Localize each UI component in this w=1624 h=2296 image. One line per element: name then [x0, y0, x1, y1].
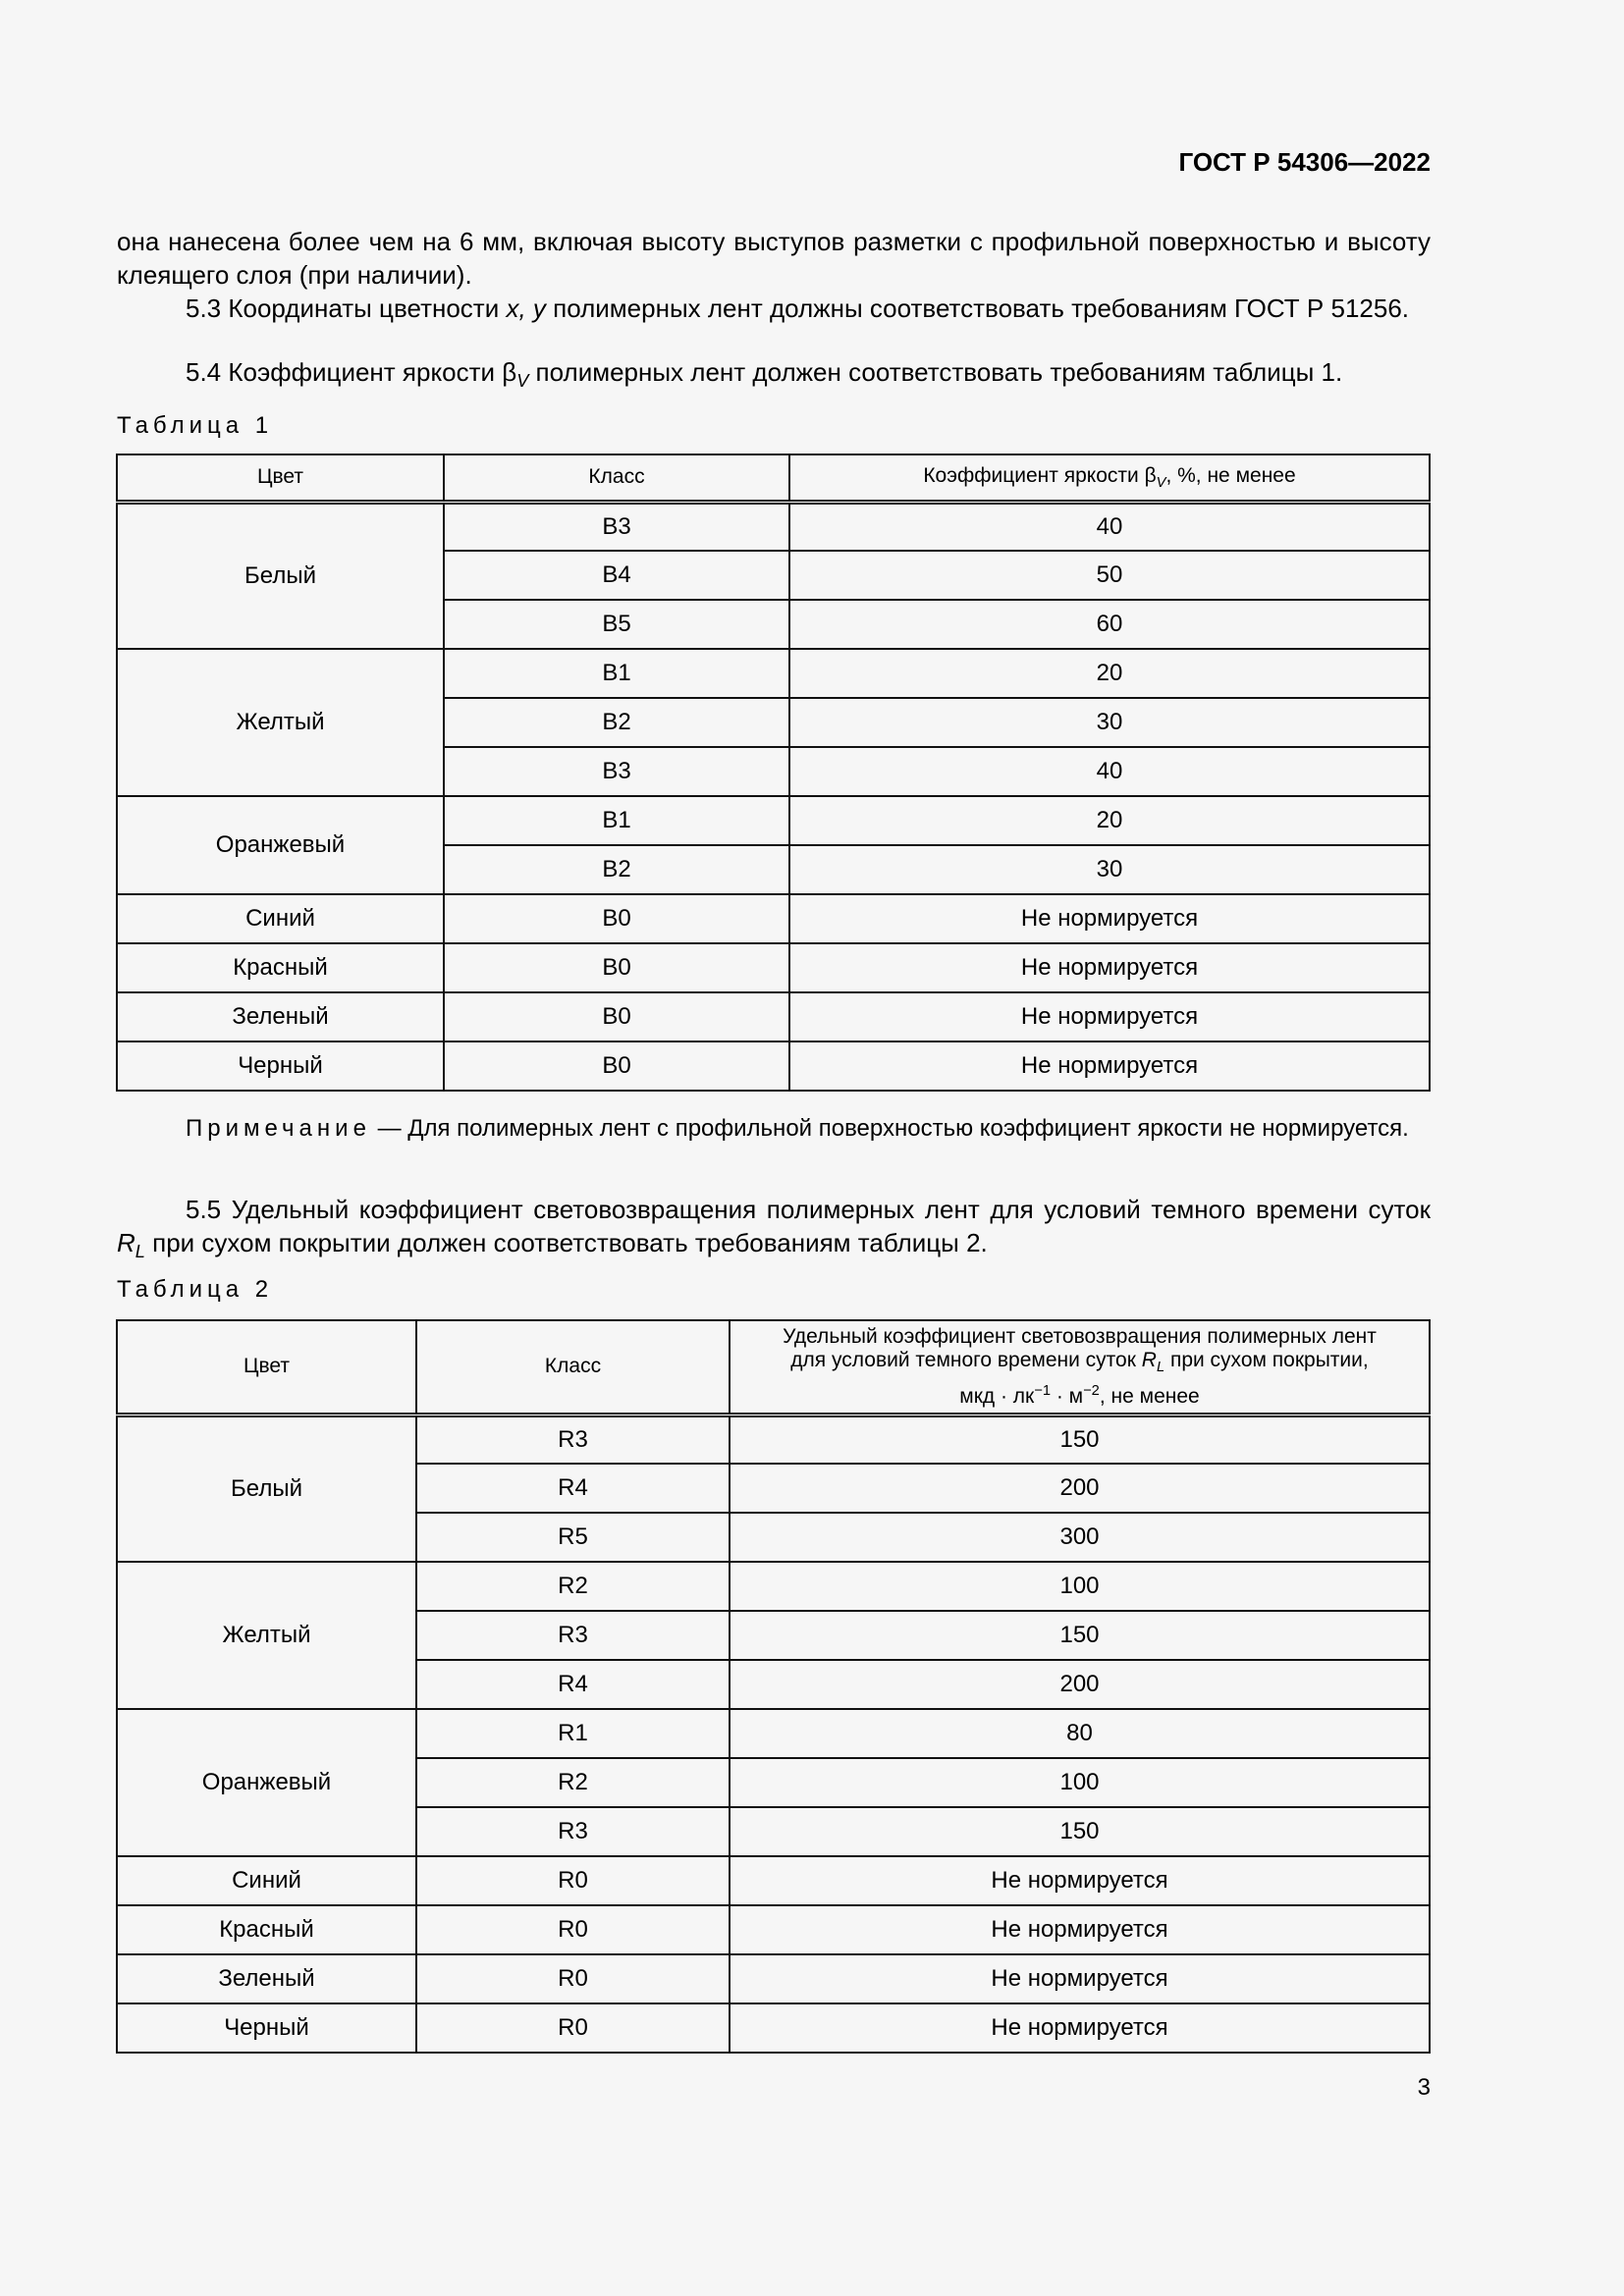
cell-class: R4	[416, 1464, 730, 1513]
cell-value: Не нормируется	[730, 1856, 1430, 1905]
table-row	[117, 943, 1430, 992]
cell-class: B0	[444, 992, 789, 1041]
paragraph-text: она нанесена более чем на 6 мм, включая высоту выступов разметки с профильной поверхностью и высоту клеящего слоя (при наличии).	[117, 227, 1431, 290]
cell-class: B4	[444, 551, 789, 600]
table-row	[117, 2003, 1430, 2053]
column-header-class: Класс	[416, 1320, 730, 1415]
cell-value: 80	[730, 1709, 1430, 1758]
cell-value: Не нормируется	[789, 894, 1430, 943]
table-2	[116, 1319, 1431, 2054]
column-header-value: Удельный коэффициент световозвращения полимерных лент для условий темного времени суток $R_L$ при сухом покрытии, мкд · $лк^{-1} \cdot м^{-2}$, не менее	[730, 1320, 1430, 1415]
table-row	[117, 649, 1430, 698]
table-row	[117, 1041, 1430, 1091]
variable-r: R	[117, 1228, 135, 1257]
cell-value: 30	[789, 698, 1430, 747]
cell-value: 20	[789, 796, 1430, 845]
table-row	[117, 1905, 1430, 1954]
cell-value: Не нормируется	[730, 1905, 1430, 1954]
cell-color: Синий	[117, 894, 444, 943]
cell-value: 100	[730, 1758, 1430, 1807]
table-row	[117, 1415, 1430, 1464]
cell-color: Красный	[117, 1905, 416, 1954]
cell-class: R1	[416, 1709, 730, 1758]
paragraph-continuation	[117, 225, 1431, 292]
cell-class: B1	[444, 649, 789, 698]
cell-class: B0	[444, 943, 789, 992]
cell-class: B5	[444, 600, 789, 649]
cell-value: 30	[789, 845, 1430, 894]
table-row	[117, 502, 1430, 551]
cell-class: B2	[444, 845, 789, 894]
cell-value: Не нормируется	[730, 2003, 1430, 2053]
cell-class: R0	[416, 1905, 730, 1954]
variable-xy: x, y	[506, 294, 546, 323]
cell-value: 200	[730, 1660, 1430, 1709]
cell-color: Белый	[117, 502, 444, 649]
cell-color: Оранжевый	[117, 796, 444, 894]
column-header-color: Цвет	[117, 454, 444, 502]
cell-value: 300	[730, 1513, 1430, 1562]
table-2-body	[117, 1415, 1430, 2053]
cell-class: B3	[444, 502, 789, 551]
cell-color: Красный	[117, 943, 444, 992]
table-row	[117, 1856, 1430, 1905]
cell-class: R3	[416, 1807, 730, 1856]
cell-color: Желтый	[117, 1562, 416, 1709]
table-row	[117, 1709, 1430, 1758]
column-header-value: Коэффициент яркости $\beta_V$, %, не менее	[789, 454, 1430, 502]
table-1-caption: Таблица 1	[117, 412, 274, 439]
cell-value: Не нормируется	[789, 943, 1430, 992]
cell-value: 150	[730, 1807, 1430, 1856]
cell-color: Желтый	[117, 649, 444, 796]
cell-value: 60	[789, 600, 1430, 649]
cell-value: Не нормируется	[730, 1954, 1430, 2003]
paragraph-text: при сухом покрытии должен соответствовать требованиям таблицы 2.	[144, 1228, 988, 1257]
paragraph-text: 5.5 Удельный коэффициент световозвращения полимерных лент для условий темного времени суток	[186, 1195, 1431, 1224]
table-row	[117, 1954, 1430, 2003]
paragraph-text: полимерных лент должны соответствовать требованиям ГОСТ Р 51256.	[545, 294, 1410, 323]
cell-class: B0	[444, 1041, 789, 1091]
subscript-v: V	[516, 371, 529, 392]
paragraph-5-4	[117, 355, 1431, 398]
cell-value: 50	[789, 551, 1430, 600]
cell-class: R0	[416, 1856, 730, 1905]
paragraph-text: 5.3 Координаты цветности	[186, 294, 507, 323]
cell-value: 20	[789, 649, 1430, 698]
table-row	[117, 796, 1430, 845]
note-text: — Для полимерных лент с профильной поверхностью коэффициент яркости не нормируется.	[370, 1115, 1409, 1142]
table-1	[116, 454, 1431, 1092]
table-row	[117, 1562, 1430, 1611]
cell-value: 40	[789, 747, 1430, 796]
cell-value: 150	[730, 1415, 1430, 1464]
cell-class: R0	[416, 2003, 730, 2053]
column-header-color: Цвет	[117, 1320, 416, 1415]
paragraph-5-3	[117, 292, 1431, 325]
cell-value: Не нормируется	[789, 1041, 1430, 1091]
cell-class: R0	[416, 1954, 730, 2003]
cell-value: Не нормируется	[789, 992, 1430, 1041]
cell-color: Синий	[117, 1856, 416, 1905]
cell-color: Черный	[117, 1041, 444, 1091]
cell-class: R3	[416, 1415, 730, 1464]
paragraph-text: полимерных лент должен соответствовать требованиям таблицы 1.	[528, 357, 1343, 387]
cell-color: Оранжевый	[117, 1709, 416, 1856]
cell-class: R2	[416, 1758, 730, 1807]
cell-value: 200	[730, 1464, 1430, 1513]
cell-value: 40	[789, 502, 1430, 551]
paragraph-text: 5.4 Коэффициент яркости β	[186, 357, 517, 387]
cell-class: B0	[444, 894, 789, 943]
paragraph-5-5	[117, 1193, 1431, 1268]
note-label: Примечание	[186, 1115, 371, 1142]
cell-value: 150	[730, 1611, 1430, 1660]
cell-class: R5	[416, 1513, 730, 1562]
table-note	[117, 1113, 1431, 1144]
cell-class: B2	[444, 698, 789, 747]
cell-color: Зеленый	[117, 992, 444, 1041]
cell-color: Черный	[117, 2003, 416, 2053]
cell-color: Зеленый	[117, 1954, 416, 2003]
cell-class: B3	[444, 747, 789, 796]
cell-class: R2	[416, 1562, 730, 1611]
table-1-body	[117, 502, 1430, 1091]
cell-class: R4	[416, 1660, 730, 1709]
table-row	[117, 894, 1430, 943]
cell-color: Белый	[117, 1415, 416, 1562]
table-2-caption: Таблица 2	[117, 1276, 274, 1303]
page-number: 3	[1417, 2074, 1431, 2101]
table-row	[117, 992, 1430, 1041]
cell-class: R3	[416, 1611, 730, 1660]
column-header-class: Класс	[444, 454, 789, 502]
document-code: ГОСТ Р 54306—2022	[1178, 147, 1431, 177]
cell-class: B1	[444, 796, 789, 845]
subscript-l: L	[135, 1242, 145, 1262]
cell-value: 100	[730, 1562, 1430, 1611]
